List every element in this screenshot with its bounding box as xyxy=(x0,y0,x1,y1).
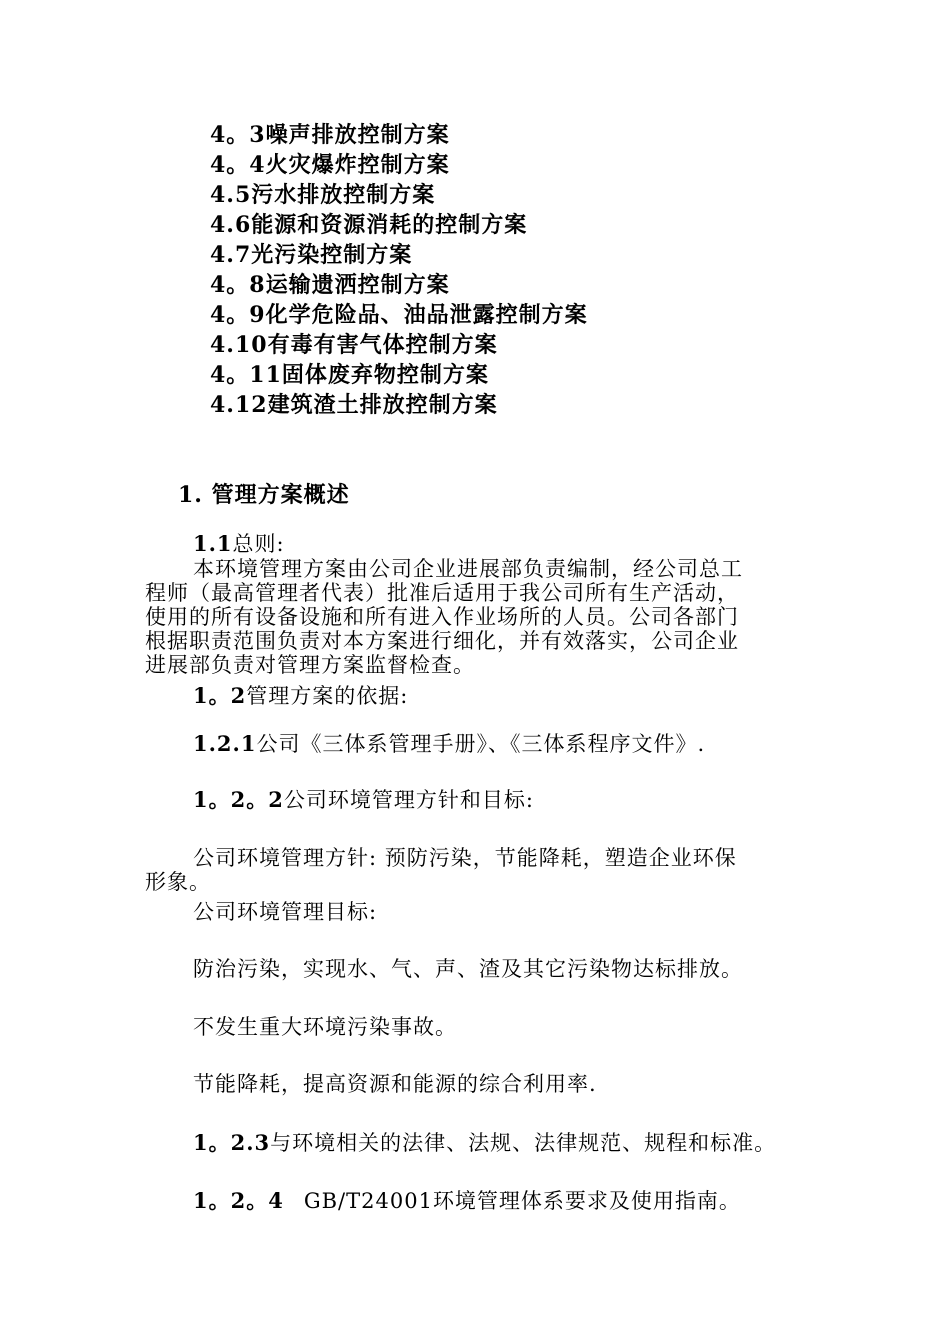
subsection-1-2-1-number: 1.2.1 xyxy=(193,731,257,756)
objective-label: 公司环境管理目标: xyxy=(193,900,378,924)
subsection-1-2-2-text: 公司环境管理方针和目标: xyxy=(283,788,534,812)
objective-2: 不发生重大环境污染事故。 xyxy=(193,1015,457,1039)
toc-item-4-12: 4.12建筑渣土排放控制方案 xyxy=(210,392,498,418)
policy-line: 形象。 xyxy=(145,870,211,894)
subsection-1-1-number: 1.1 xyxy=(193,531,233,556)
toc-item-4-3: 4。3噪声排放控制方案 xyxy=(210,122,450,148)
paragraph-line: 程师（最高管理者代表）批准后适用于我公司所有生产活动， xyxy=(145,581,739,605)
toc-item-4-6: 4.6能源和资源消耗的控制方案 xyxy=(210,212,528,238)
toc-item-4-5: 4.5污水排放控制方案 xyxy=(210,182,436,208)
toc-item-4-4: 4。4火灾爆炸控制方案 xyxy=(210,152,450,178)
subsection-1-2-1 xyxy=(193,731,705,757)
paragraph-line: 进展部负责对管理方案监督检查。 xyxy=(145,653,475,677)
subsection-1-1 xyxy=(193,531,285,557)
subsection-1-2-3-text: 与环境相关的法律、法规、法律规范、规程和标准。 xyxy=(270,1131,777,1155)
objective-3: 节能降耗，提高资源和能源的综合利用率. xyxy=(193,1072,597,1096)
subsection-1-2-4 xyxy=(193,1188,741,1214)
environmental-policy xyxy=(145,846,825,894)
subsection-1-2-2 xyxy=(193,787,534,813)
subsection-1-1-text: 总则: xyxy=(232,532,285,556)
subsection-1-2-3-number: 1。2.3 xyxy=(193,1130,271,1155)
toc-item-4-9: 4。9化学危险品、油品泄露控制方案 xyxy=(210,302,588,328)
toc-item-4-10: 4.10有毒有害气体控制方案 xyxy=(210,332,498,358)
toc-item-4-7: 4.7光污染控制方案 xyxy=(210,242,413,268)
policy-line: 公司环境管理方针: 预防污染，节能降耗，塑造企业环保 xyxy=(193,846,737,870)
section-1-title: 1. 管理方案概述 xyxy=(178,482,350,508)
subsection-1-2-1-text: 公司《三体系管理手册》、《三体系程序文件》. xyxy=(256,732,706,756)
subsection-1-2-3 xyxy=(193,1130,776,1156)
subsection-1-2-2-number: 1。2。2 xyxy=(193,787,284,812)
paragraph-line: 根据职责范围负责对本方案进行细化，并有效落实，公司企业 xyxy=(145,629,739,653)
paragraph-line: 使用的所有设备设施和所有进入作业场所的人员。公司各部门 xyxy=(145,605,739,629)
subsection-1-2 xyxy=(193,683,408,709)
subsection-1-2-number: 1。2 xyxy=(193,683,247,708)
objective-1: 防治污染，实现水、气、声、渣及其它污染物达标排放。 xyxy=(193,957,743,981)
toc-item-4-11: 4。11固体废弃物控制方案 xyxy=(210,362,489,388)
paragraph-line: 本环境管理方案由公司企业进展部负责编制，经公司总工 xyxy=(193,557,743,581)
subsection-1-2-4-number: 1。2。4 xyxy=(193,1188,284,1213)
toc-item-4-8: 4。8运输遗洒控制方案 xyxy=(210,272,450,298)
subsection-1-2-4-text: GB/T24001环境管理体系要求及使用指南。 xyxy=(303,1189,741,1213)
subsection-1-2-text: 管理方案的依据: xyxy=(246,684,409,708)
general-paragraph xyxy=(145,557,825,677)
